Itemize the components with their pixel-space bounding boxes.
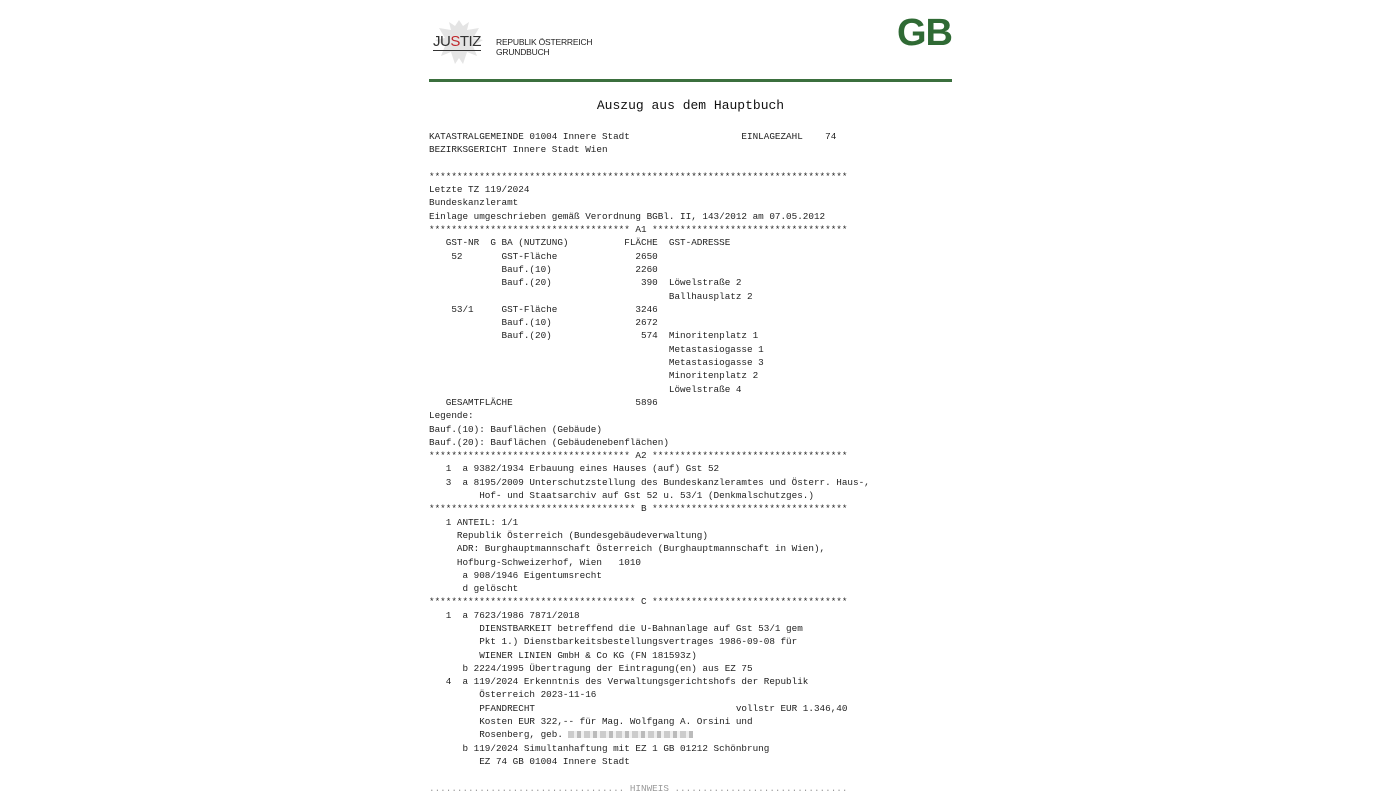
gb-badge: GB	[897, 12, 952, 54]
redacted-birthdate	[568, 731, 693, 738]
document-line: 3 a 8195/2009 Unterschutzstellung des Bundeskanzleramtes und Österr. Haus-,	[429, 476, 870, 488]
document-line: KATASTRALGEMEINDE 01004 Innere Stadt EINLAGEZAHL 74	[429, 131, 837, 142]
document-line: Rosenberg, geb.	[429, 728, 870, 741]
document-line: 1 a 9382/1934 Erbauung eines Hauses (auf) Gst 52	[429, 463, 720, 475]
document-line: d gelöscht	[429, 583, 519, 595]
document-line: Einlage umgeschrieben gemäß Verordnung BGBl. II, 143/2012 am 07.05.2012	[429, 210, 826, 222]
document-line: Minoritenplatz 2	[429, 370, 759, 382]
document-line: Metastasiogasse 3	[429, 357, 764, 369]
org-name	[496, 37, 592, 57]
document-line	[429, 157, 870, 170]
document-line: ************************************ A2 ***********************************	[429, 450, 848, 462]
org-line-republic: REPUBLIK ÖSTERREICH	[496, 37, 593, 47]
document-line: ***************************************************************************	[429, 170, 848, 182]
document-line: EZ 74 GB 01004 Innere Stadt	[429, 755, 630, 767]
document-line: b 119/2024 Simultanhaftung mit EZ 1 GB 01212 Schönbrung	[429, 742, 770, 754]
document-line: DIENSTBARKEIT betreffend die U-Bahnanlage auf Gst 53/1 gem	[429, 622, 803, 634]
document-line: 4 a 119/2024 Erkenntnis des Verwaltungsgerichtshofs der Republik	[429, 676, 809, 688]
document-line: Kosten EUR 322,-- für Mag. Wolfgang A. Orsini und	[429, 716, 753, 728]
document-line: Bundeskanzleramt	[429, 197, 519, 209]
document-line: 53/1 GST-Fläche 3246	[429, 303, 658, 315]
document-line: Löwelstraße 4	[429, 383, 742, 395]
document-line: PFANDRECHT vollstr EUR 1.346,40	[429, 702, 848, 714]
document-line: 1 ANTEIL: 1/1	[429, 516, 519, 528]
document-line: Bauf.(10) 2672	[429, 317, 658, 329]
document-line: Bauf.(20): Bauflächen (Gebäudenebenflächen)	[429, 436, 669, 448]
document-line: GST-NR G BA (NUTZUNG) FLÄCHE GST-ADRESSE	[429, 237, 731, 249]
document-line: Hofburg-Schweizerhof, Wien 1010	[429, 556, 642, 568]
document-line: Letzte TZ 119/2024	[429, 184, 530, 196]
document-line: Österreich 2023-11-16	[429, 689, 597, 701]
document-line: ................................... HINWEIS ...............................	[429, 782, 848, 794]
document-line: WIENER LINIEN GmbH & Co KG (FN 181593z)	[429, 649, 697, 661]
document-page	[429, 0, 952, 794]
document-line: b 2224/1995 Übertragung der Eintragung(en) aus EZ 75	[429, 662, 753, 674]
justiz-logo	[429, 18, 489, 70]
org-line-grundbuch: GRUNDBUCH	[496, 47, 550, 57]
document-line: 1 a 7623/1986 7871/2018	[429, 609, 580, 621]
document-line: Ballhausplatz 2	[429, 290, 753, 302]
document-line: Pkt 1.) Dienstbarkeitsbestellungsvertrages 1986-09-08 für	[429, 636, 798, 648]
document-line: Legende:	[429, 410, 474, 422]
document-line: 52 GST-Fläche 2650	[429, 250, 658, 262]
document-line: GESAMTFLÄCHE 5896	[429, 396, 658, 408]
document-line: ************************************ A1 ***********************************	[429, 224, 848, 236]
document-title: Auszug aus dem Hauptbuch	[596, 98, 785, 113]
document-line: ADR: Burghauptmannschaft Österreich (Burghauptmannschaft in Wien),	[429, 543, 826, 555]
document-line	[429, 768, 870, 781]
justiz-wordmark: JUSTIZ	[433, 33, 481, 50]
document-body	[429, 130, 870, 795]
document-line: Hof- und Staatsarchiv auf Gst 52 u. 53/1 (Denkmalschutzges.)	[429, 490, 814, 502]
document-line: a 908/1946 Eigentumsrecht	[429, 569, 602, 581]
document-header	[429, 0, 952, 82]
document-line: Bauf.(20) 390 Löwelstraße 2	[429, 277, 742, 289]
document-line: Republik Österreich (Bundesgebäudeverwaltung)	[429, 529, 708, 541]
document-line: Bauf.(10) 2260	[429, 263, 658, 275]
document-line: BEZIRKSGERICHT Innere Stadt Wien	[429, 144, 608, 156]
document-line: ************************************* C ***********************************	[429, 596, 848, 608]
document-line: Bauf.(20) 574 Minoritenplatz 1	[429, 330, 759, 342]
document-line: Bauf.(10): Bauflächen (Gebäude)	[429, 423, 602, 435]
header-divider	[429, 79, 952, 82]
document-line: ************************************* B ***********************************	[429, 503, 848, 515]
document-line: Metastasiogasse 1	[429, 343, 764, 355]
